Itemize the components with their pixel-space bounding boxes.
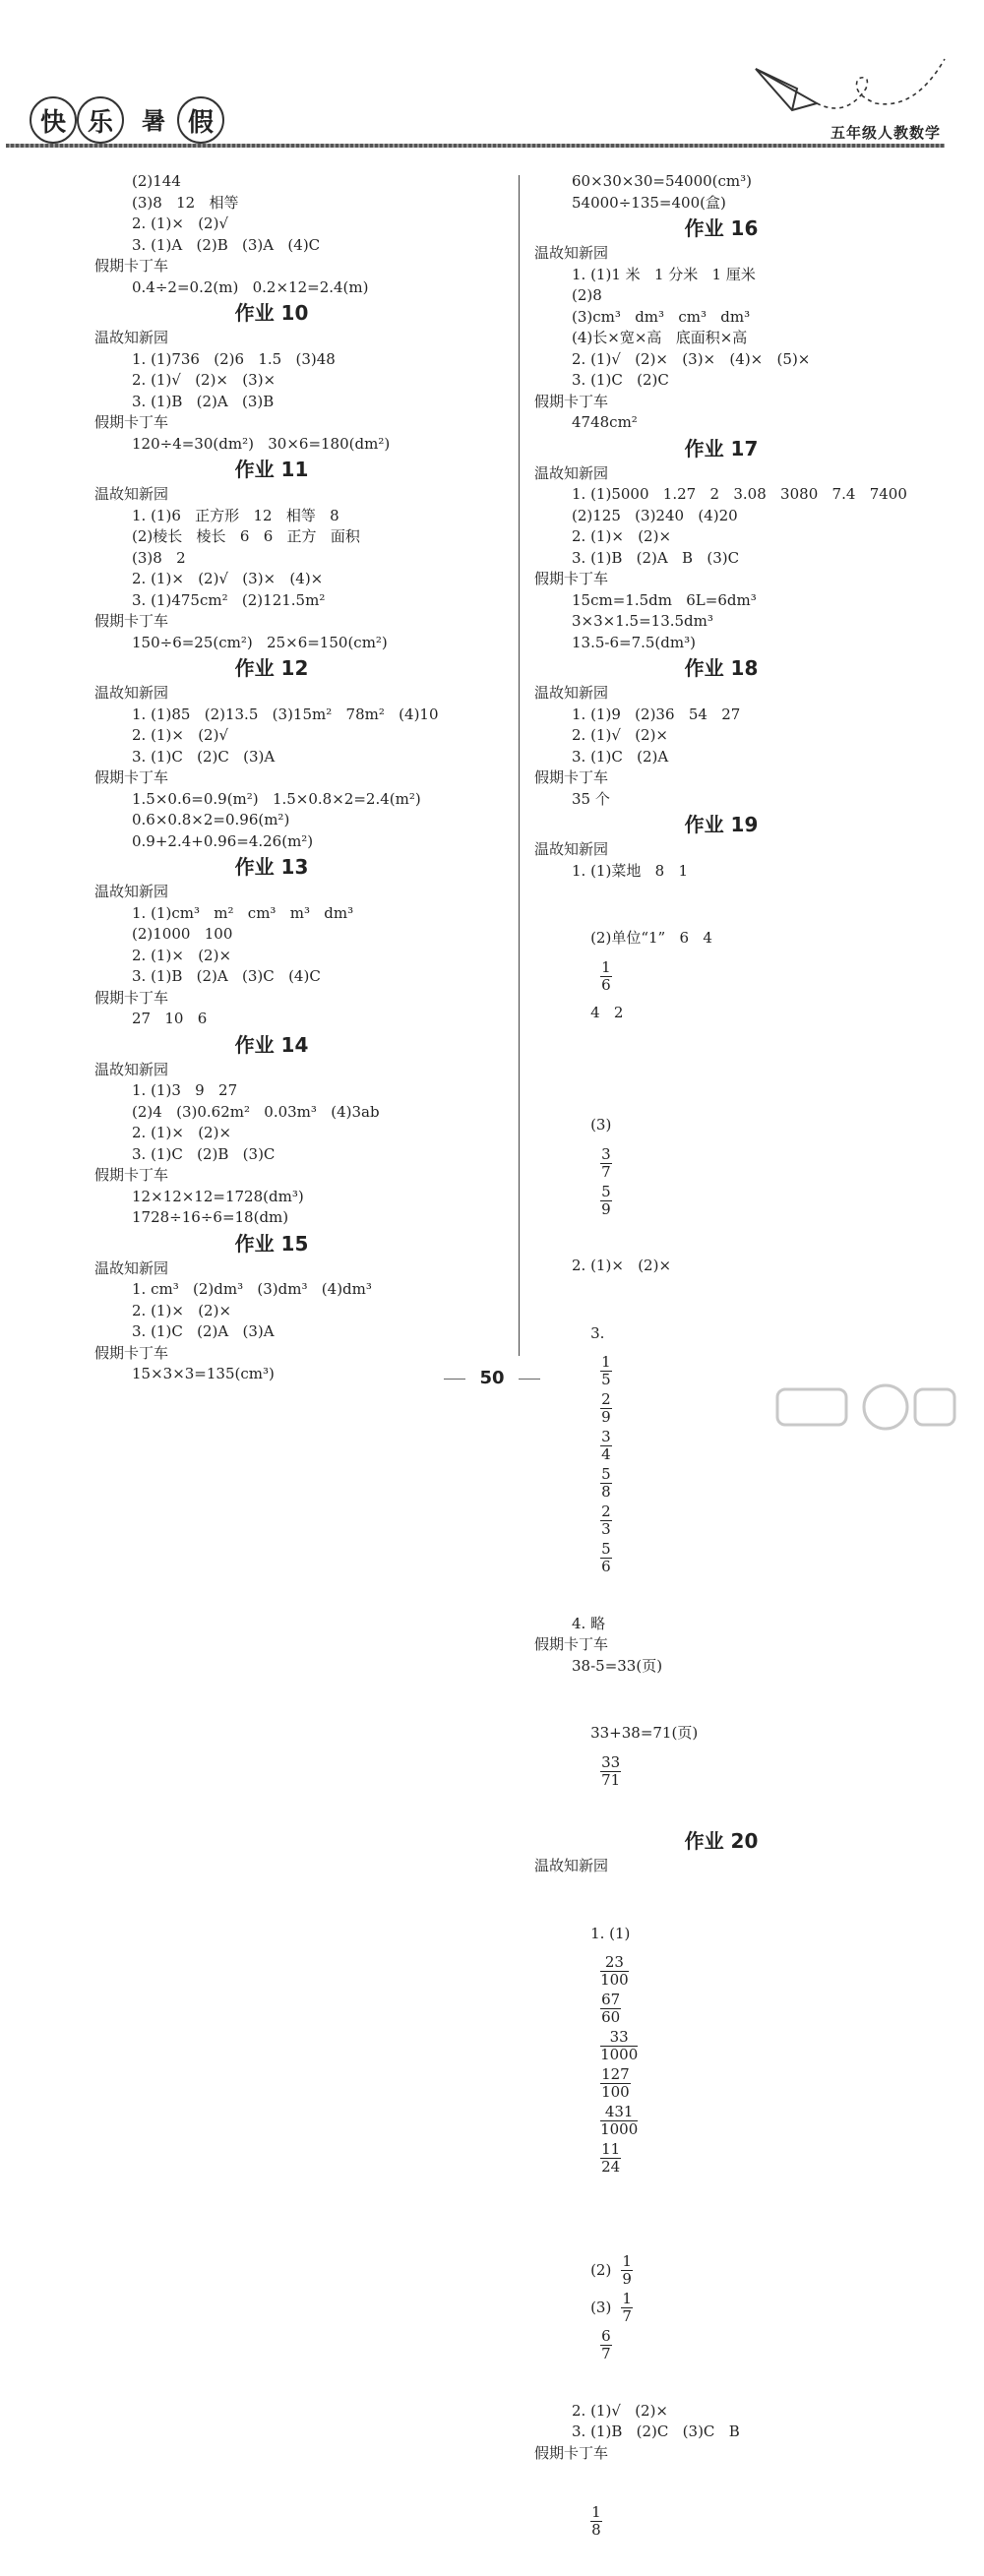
header-divider (6, 144, 945, 148)
answer-line: 2. (1)√ (2)× (3)× (4)× (5)× (572, 349, 811, 368)
answer-line: 15×3×3=135(cm³) (132, 1365, 275, 1382)
answer-line: (2) $\frac{1}{9}$ (3) $\frac{1}{7}$ $\frac{6}{7}$ (590, 2252, 632, 2362)
answer-line: 2. (1)× (2)× (132, 1301, 232, 1319)
answer-line: 15cm=1.5dm 6L=6dm³ (572, 590, 757, 609)
homework-heading: 作业 16 (684, 216, 759, 240)
answer-line: 3. (1)C (2)B (3)C (132, 1144, 276, 1163)
section-label: 假期卡丁车 (94, 1166, 169, 1184)
fraction: $\frac{33}{71}$ (601, 1752, 621, 1789)
answer-line: 150÷6=25(cm²) 25×6=150(cm²) (132, 633, 388, 651)
answer-line: 3. (1)C (2)C (572, 371, 669, 389)
section-label: 温故知新园 (534, 463, 609, 482)
answer-line: 2. (1)× (2)× (572, 527, 672, 545)
answer-line: 35 个 (572, 789, 610, 808)
answer-line: 0.9+2.4+0.96=4.26(m²) (132, 831, 314, 850)
answer-line: (3)8 12 相等 (132, 193, 239, 212)
section-label: 温故知新园 (94, 329, 169, 346)
fraction: $\frac{1}{9}$ (622, 2252, 632, 2288)
left-column (94, 171, 508, 1385)
answer-line: 3. (1)A (2)B (3)A (4)C (132, 235, 321, 254)
answer-line: 120÷4=30(dm²) 30×6=180(dm²) (132, 434, 391, 453)
section-label: 假期卡丁车 (94, 768, 169, 786)
column-divider (519, 175, 520, 1356)
homework-heading: 作业 14 (234, 1032, 309, 1057)
answer-line: 3. (1)C (2)A (3)A (132, 1322, 275, 1340)
fraction: $\frac{3}{7}$ (601, 1144, 611, 1181)
answer-line: (2)单位“1” 6 4 $\frac{1}{6}$ 4 2 (590, 929, 712, 1021)
fraction: $\frac{1}{6}$ (601, 957, 611, 994)
answer-line: (4)长×宽×高 底面积×高 (572, 329, 748, 346)
answer-line: 1. (1)85 (2)13.5 (3)15m² 78m² (4)10 (132, 705, 439, 723)
answer-line: 1.5×0.6=0.9(m²) 1.5×0.8×2=2.4(m²) (132, 789, 421, 808)
homework-heading: 作业 20 (684, 1829, 759, 1853)
answer-line: 54000÷135=400(盒) (572, 193, 726, 212)
answer-line: (2)4 (3)0.62m² 0.03m³ (4)3ab (132, 1102, 380, 1121)
answer-line: 1. (1) $\frac{23}{100}$ $\frac{67}{60}$ $\frac{33}{1000}$ $\frac{127}{100}$ $\frac{431}{1000}$ $\frac{11}{24}$ (590, 1924, 639, 2176)
fraction: $\frac{1}{8}$ (591, 2502, 601, 2539)
answer-line: 3. (1)B (2)A B (3)C (572, 548, 740, 567)
section-label: 假期卡丁车 (534, 392, 609, 410)
homework-heading: 作业 12 (234, 656, 309, 680)
watermark-logo (738, 1378, 964, 1448)
answer-line: (2)8 (572, 286, 602, 304)
answer-line: 3×3×1.5=13.5dm³ (572, 612, 713, 630)
answer-line: 33+38=71(页) $\frac{33}{71}$ (590, 1724, 699, 1789)
section-label: 假期卡丁车 (94, 257, 169, 275)
section-label: 温故知新园 (534, 840, 609, 858)
logo-char: 假 (177, 96, 224, 144)
section-label: 假期卡丁车 (94, 612, 169, 630)
answer-line: (2)144 (132, 172, 181, 190)
answer-line: 13.5-6=7.5(dm³) (572, 633, 696, 651)
fraction: $\frac{33}{1000}$ (600, 2028, 639, 2063)
answer-line: 1. (1)cm³ m² cm³ m³ dm³ (132, 903, 354, 922)
section-label: 温故知新园 (534, 1857, 609, 1874)
fraction: $\frac{5}{9}$ (601, 1182, 611, 1218)
fraction: $\frac{2}{3}$ (601, 1503, 611, 1538)
section-label: 温故知新园 (94, 883, 169, 900)
homework-heading: 作业 15 (234, 1231, 309, 1256)
answer-line: 2. (1)× (2)× (132, 946, 232, 964)
section-label: 假期卡丁车 (534, 570, 609, 587)
answer-line: 3. (1)C (2)C (3)A (132, 747, 276, 766)
fraction: $\frac{431}{1000}$ (600, 2103, 639, 2138)
answer-line: 0.6×0.8×2=0.96(m²) (132, 811, 290, 828)
logo-char: 快 (30, 96, 77, 144)
answer-line: (3)8 2 (132, 548, 186, 567)
answer-line: 2. (1)× (2)√ (132, 726, 229, 744)
section-label: 假期卡丁车 (94, 988, 169, 1007)
section-label: 温故知新园 (534, 244, 609, 262)
fraction: $\frac{127}{100}$ (601, 2065, 630, 2101)
answer-line: 4748cm² (572, 413, 638, 431)
answer-line: 1. (1)5000 1.27 2 3.08 3080 7.4 7400 (572, 485, 907, 503)
fraction: $\frac{5}{6}$ (601, 1540, 611, 1575)
answer-line: (2)125 (3)240 (4)20 (572, 506, 738, 524)
answer-line (534, 2464, 967, 2576)
answer-line: 1. cm³ (2)dm³ (3)dm³ (4)dm³ (132, 1280, 372, 1298)
fraction: $\frac{3}{4}$ (601, 1428, 611, 1463)
answer-line: 1728÷16÷6=18(dm) (132, 1208, 289, 1226)
answer-line: 2. (1)√ (2)× (572, 2401, 669, 2420)
fraction: $\frac{1}{5}$ (601, 1353, 611, 1388)
answer-line: 1. (1)9 (2)36 54 27 (572, 705, 741, 723)
answer-line: (2)棱长 棱长 6 6 正方 面积 (132, 527, 360, 545)
section-label: 温故知新园 (94, 485, 169, 503)
answer-line: 0.4÷2=0.2(m) 0.2×12=2.4(m) (132, 277, 369, 296)
fraction: $\frac{6}{7}$ (601, 2327, 611, 2362)
logo-char: 乐 (77, 96, 124, 144)
answer-line: 1. (1)3 9 27 (132, 1081, 238, 1099)
answer-line: 2. (1)× (2)× (132, 1124, 232, 1141)
homework-heading: 作业 17 (684, 436, 759, 460)
section-label: 假期卡丁车 (94, 1343, 169, 1362)
answer-line: 2. (1)× (2)√ (3)× (4)× (132, 570, 324, 587)
answer-line: 2. (1)√ (2)× (3)× (132, 371, 277, 389)
answer-line: 3. (1)B (2)A (3)B (132, 392, 275, 410)
section-label: 假期卡丁车 (534, 2443, 609, 2462)
page-number: 50 (0, 1368, 984, 1388)
answer-line: 4. 略 (572, 1614, 606, 1632)
fraction: $\frac{1}{7}$ (622, 2290, 632, 2325)
book-title: 五年级人教数学 (830, 124, 941, 142)
answer-line: (3) $\frac{3}{7}$ $\frac{5}{9}$ (590, 1116, 612, 1218)
section-label: 温故知新园 (94, 1060, 169, 1078)
answer-line: 3. (1)475cm² (2)121.5m² (132, 590, 326, 609)
fraction: $\frac{23}{100}$ (600, 1953, 629, 1989)
fraction: $\frac{67}{60}$ (601, 1991, 621, 2026)
section-label: 温故知新园 (94, 1258, 169, 1277)
answer-line: 1. (1)菜地 8 1 (572, 861, 689, 880)
right-plain-lines (534, 171, 967, 882)
answer-line: 12×12×12=1728(dm³) (132, 1187, 304, 1205)
answer-line: 1. (1)1 米 1 分米 1 厘米 (572, 265, 756, 283)
fraction: $\frac{2}{9}$ (601, 1390, 611, 1426)
section-label: 假期卡丁车 (534, 768, 609, 786)
answer-line: 1. (1)6 正方形 12 相等 8 (132, 506, 339, 524)
homework-heading: 作业 10 (234, 301, 309, 325)
section-label: 假期卡丁车 (534, 1635, 609, 1653)
answer-line: 3. (1)C (2)A (572, 747, 669, 766)
section-label: 假期卡丁车 (94, 413, 169, 431)
answer-line: (3)cm³ dm³ cm³ dm³ (572, 307, 751, 326)
answer-line: 3. (1)B (2)C (3)C B (572, 2423, 740, 2440)
answer-line: 1. (1)736 (2)6 1.5 (3)48 (132, 349, 336, 368)
fraction: $\frac{11}{24}$ (601, 2140, 621, 2176)
paper-plane-icon (748, 49, 954, 128)
homework-heading: 作业 11 (234, 458, 309, 481)
answer-line: 3. $\frac{1}{5}$ $\frac{2}{9}$ $\frac{3}{4}$ $\frac{5}{8}$ $\frac{2}{3}$ $\frac{5}{6}$ (590, 1323, 611, 1575)
answer-line: (2)1000 100 (132, 925, 233, 943)
answer-line: 3. (1)B (2)A (3)C (4)C (132, 967, 321, 985)
homework-heading: 作业 18 (684, 656, 759, 680)
answer-line: 38-5=33(页) (572, 1656, 663, 1675)
fraction: $\frac{5}{8}$ (601, 1465, 611, 1501)
section-label: 温故知新园 (94, 684, 169, 702)
answer-line: 60×30×30=54000(cm³) (572, 172, 753, 190)
answer-line: 2. (1)× (2)× (572, 1257, 672, 1274)
answer-line: 2. (1)× (2)√ (132, 215, 229, 232)
section-label: 温故知新园 (534, 684, 609, 702)
answer-line: 2. (1)√ (2)× (572, 726, 669, 744)
header-logo (30, 91, 246, 146)
answer-line: 27 10 6 (132, 1010, 208, 1027)
homework-heading: 作业 19 (684, 813, 759, 836)
homework-heading: 作业 13 (234, 855, 309, 879)
logo-char: 暑 (132, 96, 175, 140)
